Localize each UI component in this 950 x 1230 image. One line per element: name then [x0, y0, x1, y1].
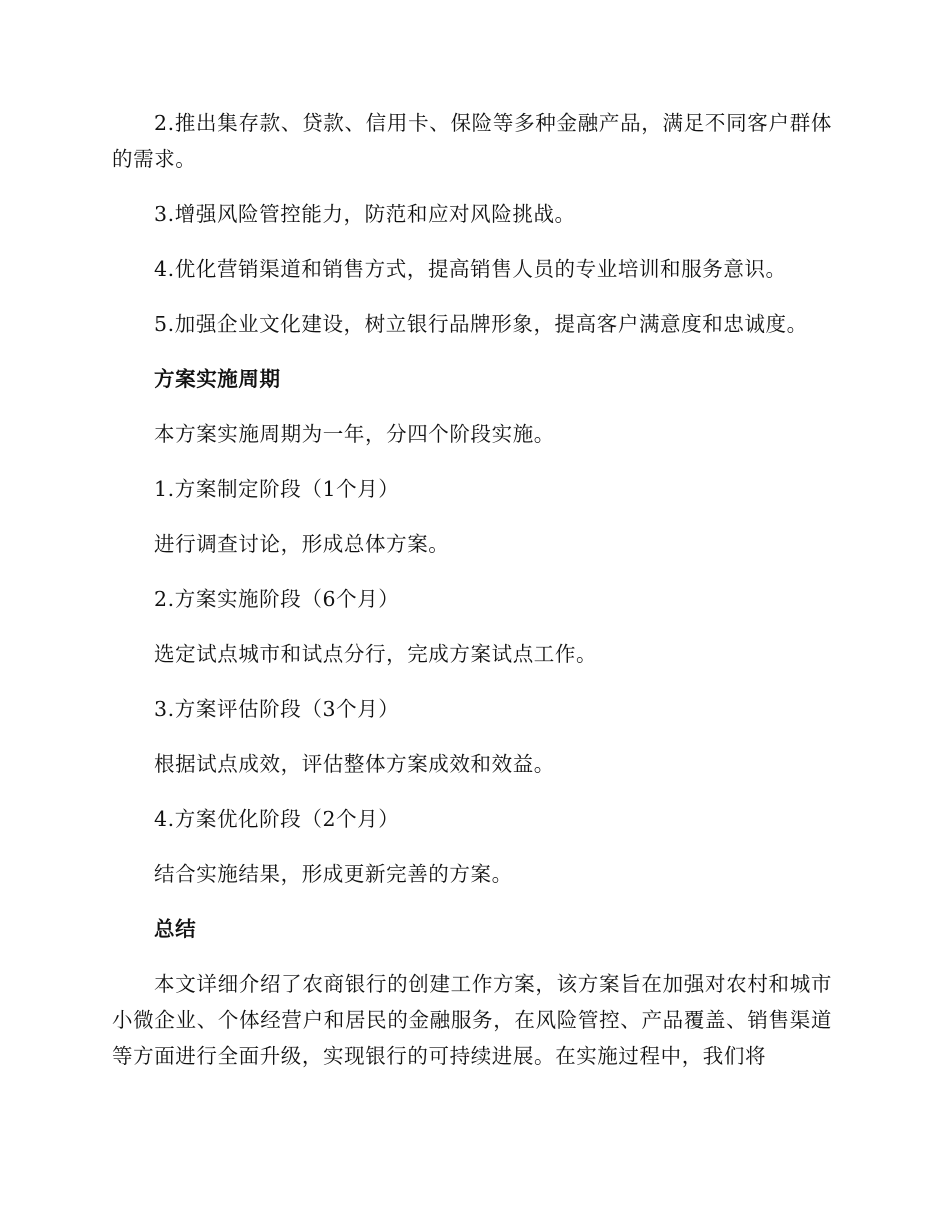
- paragraph-summary: 本文详细介绍了农商银行的创建工作方案，该方案旨在加强对农村和城市小微企业、个体经营户和居民的金融服务，在风险管控、产品覆盖、销售渠道等方面进行全面升级，实现银行的可持续进展。在实施过程中，我们将: [112, 972, 832, 1068]
- paragraph-risk-control: 3.增强风险管控能力，防范和应对风险挑战。: [154, 202, 576, 226]
- paragraph-culture: 5.加强企业文化建设，树立银行品牌形象，提高客户满意度和忠诚度。: [154, 312, 808, 336]
- phase-1-title: 1.方案制定阶段（1个月）: [154, 477, 400, 501]
- paragraph-products: 2.推出集存款、贷款、信用卡、保险等多种金融产品，满足不同客户群体的需求。: [112, 111, 832, 171]
- phase-2-title: 2.方案实施阶段（6个月）: [154, 587, 400, 611]
- document-page: [112, 105, 832, 1093]
- section-heading-schedule: 方案实施周期: [154, 367, 281, 391]
- phase-1-description: 进行调查讨论，形成总体方案。: [154, 532, 450, 556]
- phase-3-title: 3.方案评估阶段（3个月）: [154, 697, 400, 721]
- section-heading-summary: 总结: [154, 917, 197, 941]
- phase-4-description: 结合实施结果，形成更新完善的方案。: [154, 862, 513, 886]
- phase-3-description: 根据试点成效，评估整体方案成效和效益。: [154, 752, 555, 776]
- phase-2-description: 选定试点城市和试点分行，完成方案试点工作。: [154, 642, 598, 666]
- paragraph-schedule-intro: 本方案实施周期为一年，分四个阶段实施。: [154, 422, 555, 446]
- paragraph-marketing: 4.优化营销渠道和销售方式，提高销售人员的专业培训和服务意识。: [154, 257, 787, 281]
- phase-4-title: 4.方案优化阶段（2个月）: [154, 807, 400, 831]
